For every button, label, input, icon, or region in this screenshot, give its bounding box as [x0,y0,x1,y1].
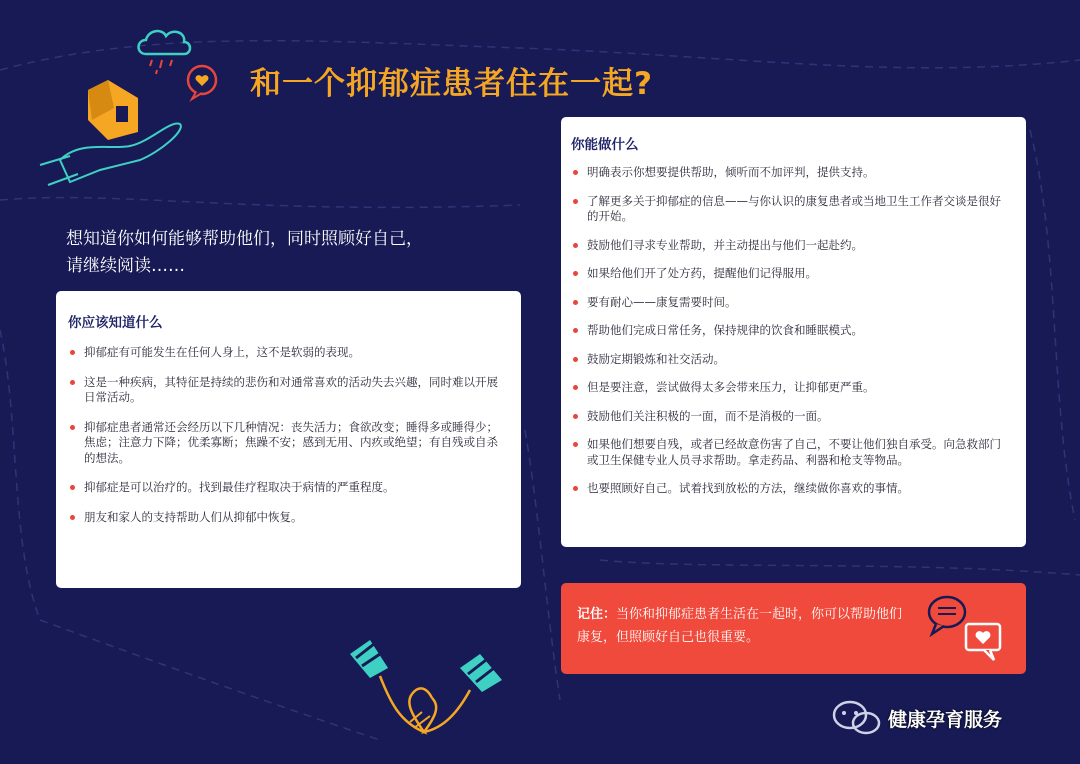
page-title: 和一个抑郁症患者住在一起? [250,66,653,102]
heart-speech-bubble-icon [182,62,222,102]
house-in-hand-icon [30,60,200,190]
what-you-can-do-heading: 你能做什么 [571,137,639,153]
intro-line-2: 请继续阅读…… [66,256,185,276]
list-item: 但是要注意，尝试做得太多会带来压力，让抑郁更严重。 [571,380,1012,396]
holding-hands-icon [340,632,510,752]
list-item: 鼓励他们关注积极的一面，而不是消极的一面。 [571,409,1012,425]
intro-text [66,226,506,280]
list-item: 抑郁症是可以治疗的。找到最佳疗程取决于病情的严重程度。 [68,480,507,496]
list-item: 抑郁症患者通常还会经历以下几种情况：丧失活力；食欲改变；睡得多或睡得少；焦虑；注意力下降；优柔寡断；焦躁不安；感到无用、内疚或绝望；有自残或自杀的想法。 [68,420,507,467]
list-item: 明确表示你想要提供帮助，倾听而不加评判，提供支持。 [571,165,1012,181]
what-you-can-do-list [571,165,1012,497]
list-item: 朋友和家人的支持帮助人们从抑郁中恢复。 [68,510,507,526]
list-item: 要有耐心——康复需要时间。 [571,295,1012,311]
what-to-know-list [68,345,507,525]
list-item: 鼓励他们寻求专业帮助，并主动提出与他们一起赴约。 [571,238,1012,254]
watermark-text: 健康孕育服务 [888,709,1003,731]
list-item: 如果他们想要自残，或者已经故意伤害了自己，不要让他们独自承受。向急救部门或卫生保健专业人员寻求帮助。拿走药品、利器和枪支等物品。 [571,437,1012,468]
heart-speech-bubble-icon [960,620,1010,666]
list-item: 帮助他们完成日常任务，保持规律的饮食和睡眠模式。 [571,323,1012,339]
wechat-logo-icon [830,699,882,737]
list-item: 了解更多关于抑郁症的信息——与你认识的康复患者或当地卫生工作者交谈是很好的开始。 [571,194,1012,225]
list-item: 这是一种疾病，其特征是持续的悲伤和对通常喜欢的活动失去兴趣，同时难以开展日常活动。 [68,375,507,406]
list-item: 如果给他们开了处方药，提醒他们记得服用。 [571,266,1012,282]
remember-text: 当你和抑郁症患者生活在一起时，你可以帮助他们康复，但照顾好自己也很重要。 [577,607,903,645]
what-you-can-do-card [561,117,1026,547]
list-item: 抑郁症有可能发生在任何人身上，这不是软弱的表现。 [68,345,507,361]
what-to-know-card [56,291,521,588]
intro-line-1: 想知道你如何能够帮助他们，同时照顾好自己， [66,229,423,249]
list-item: 也要照顾好自己。试着找到放松的方法，继续做你喜欢的事情。 [571,481,1012,497]
what-to-know-heading: 你应该知道什么 [68,315,163,331]
list-item: 鼓励定期锻炼和社交活动。 [571,352,1012,368]
watermark [830,697,1070,737]
remember-label: 记住： [577,607,617,622]
